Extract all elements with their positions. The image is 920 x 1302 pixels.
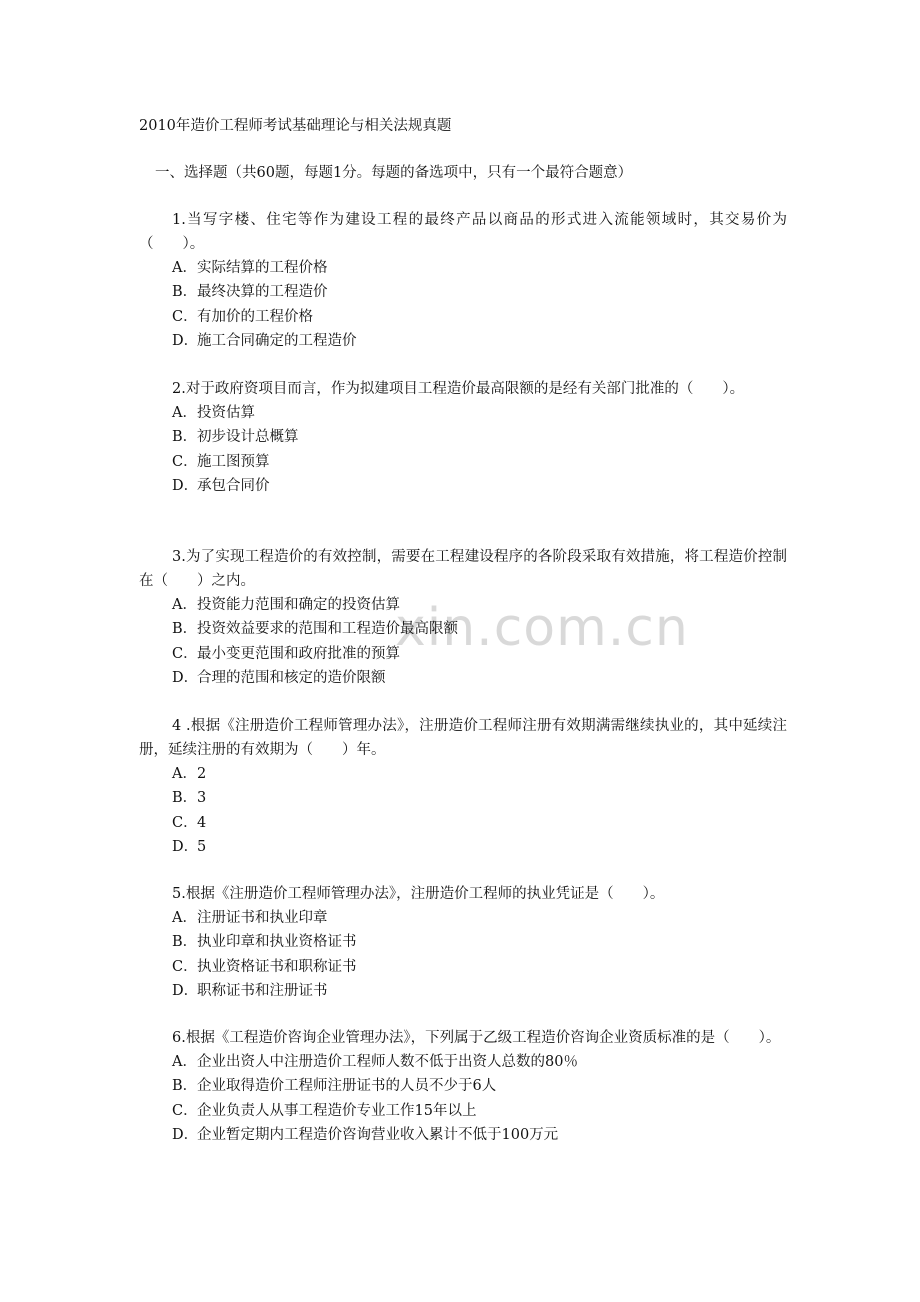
option-letter: B． bbox=[172, 284, 198, 301]
option-letter: B． bbox=[172, 621, 198, 638]
option-letter: B． bbox=[172, 790, 198, 807]
question-stem: 5.根据《注册造价工程师管理办法》，注册造价工程师的执业凭证是（ ）。 bbox=[172, 886, 665, 902]
option-text: 有加价的工程价格 bbox=[197, 308, 313, 325]
option-b bbox=[139, 280, 787, 304]
option-d bbox=[139, 666, 787, 690]
question-2 bbox=[139, 377, 787, 498]
option-text: 投资效益要求的范围和工程造价最高限额 bbox=[197, 621, 458, 638]
option-a bbox=[139, 762, 787, 786]
option-letter: B． bbox=[172, 1078, 198, 1095]
option-c bbox=[139, 305, 787, 329]
question-6 bbox=[139, 1026, 787, 1147]
option-letter: C． bbox=[172, 645, 198, 662]
document-title: 2010年造价工程师考试基础理论与相关法规真题 bbox=[139, 118, 452, 134]
option-c bbox=[139, 811, 787, 835]
option-text: 注册证书和执业印章 bbox=[197, 910, 328, 926]
question-stem: 4 .根据《注册造价工程师管理办法》，注册造价工程师注册有效期满需继续执业的，其中延续注册，延续注册的有效期为（ ）年。 bbox=[139, 718, 787, 758]
option-text: 5 bbox=[197, 838, 207, 855]
option-text: 最终决算的工程造价 bbox=[197, 284, 328, 301]
question-3 bbox=[139, 545, 787, 690]
option-text: 执业资格证书和职称证书 bbox=[197, 958, 357, 975]
option-text: 企业负责人从事工程造价专业工作15年以上 bbox=[197, 1102, 477, 1119]
option-c bbox=[139, 642, 787, 666]
option-letter: A． bbox=[172, 597, 197, 613]
option-text: 执业印章和执业资格证书 bbox=[197, 934, 357, 951]
option-c bbox=[139, 955, 787, 979]
option-text: 2 bbox=[197, 766, 207, 782]
question-1 bbox=[139, 208, 787, 353]
option-a bbox=[139, 1050, 787, 1074]
option-letter: D． bbox=[172, 477, 199, 494]
option-list bbox=[139, 906, 787, 1003]
option-b bbox=[139, 1074, 787, 1098]
option-text: 企业取得造价工程师注册证书的人员不少于6人 bbox=[197, 1078, 497, 1095]
watermark: xin.com.cn bbox=[395, 598, 689, 658]
option-letter: D． bbox=[172, 982, 199, 999]
option-letter: D． bbox=[172, 838, 199, 855]
question-4 bbox=[139, 714, 787, 859]
option-text: 合理的范围和核定的造价限额 bbox=[197, 669, 386, 686]
option-d bbox=[139, 835, 787, 859]
option-text: 3 bbox=[197, 790, 207, 807]
option-letter: B． bbox=[172, 429, 198, 446]
question-stem: 2.对于政府资项目而言，作为拟建项目工程造价最高限额的是经有关部门批准的（ ）。 bbox=[172, 381, 745, 397]
option-list bbox=[139, 762, 787, 859]
option-a bbox=[139, 906, 787, 930]
section-heading: 一、选择题（共60题，每题1分。每题的备选项中，只有一个最符合题意） bbox=[155, 165, 633, 181]
option-a bbox=[139, 593, 787, 617]
option-letter: A． bbox=[172, 260, 197, 276]
option-list bbox=[139, 256, 787, 353]
option-c bbox=[139, 450, 787, 474]
question-5 bbox=[139, 882, 787, 1003]
question-stem: 1.当写字楼、住宅等作为建设工程的最终产品以商品的形式进入流能领域时，其交易价为（ ）。 bbox=[139, 212, 787, 252]
question-stem: 6.根据《工程造价咨询企业管理办法》，下列属于乙级工程造价咨询企业资质标准的是（ ）。 bbox=[172, 1030, 781, 1046]
option-letter: C． bbox=[172, 1102, 198, 1119]
option-text: 最小变更范围和政府批准的预算 bbox=[197, 645, 400, 662]
option-letter: D． bbox=[172, 669, 199, 686]
option-letter: A． bbox=[172, 1054, 197, 1070]
option-letter: B． bbox=[172, 934, 198, 951]
option-text: 投资能力范围和确定的投资估算 bbox=[197, 597, 400, 613]
option-text: 初步设计总概算 bbox=[197, 429, 299, 446]
option-list bbox=[139, 1050, 787, 1147]
option-list bbox=[139, 401, 787, 498]
option-letter: C． bbox=[172, 453, 198, 470]
option-b bbox=[139, 617, 787, 641]
option-d bbox=[139, 1123, 787, 1147]
option-b bbox=[139, 930, 787, 954]
option-letter: A． bbox=[172, 910, 197, 926]
option-d bbox=[139, 329, 787, 353]
option-d bbox=[139, 474, 787, 498]
option-text: 承包合同价 bbox=[197, 477, 270, 494]
option-text: 投资估算 bbox=[197, 405, 255, 421]
option-c bbox=[139, 1099, 787, 1123]
option-letter: D． bbox=[172, 1126, 199, 1143]
option-a bbox=[139, 256, 787, 280]
option-text: 施工合同确定的工程造价 bbox=[197, 332, 357, 349]
option-list bbox=[139, 593, 787, 690]
option-d bbox=[139, 979, 787, 1003]
option-letter: A． bbox=[172, 405, 197, 421]
option-text: 4 bbox=[197, 814, 207, 831]
option-text: 施工图预算 bbox=[197, 453, 270, 470]
option-letter: C． bbox=[172, 814, 198, 831]
option-letter: C． bbox=[172, 308, 198, 325]
option-text: 企业暂定期内工程造价咨询营业收入累计不低于100万元 bbox=[197, 1126, 559, 1143]
question-stem: 3.为了实现工程造价的有效控制，需要在工程建设程序的各阶段采取有效措施，将工程造价控制在（ ）之内。 bbox=[139, 549, 787, 589]
option-a bbox=[139, 401, 787, 425]
option-b bbox=[139, 425, 787, 449]
option-text: 企业出资人中注册造价工程师人数不低于出资人总数的80％ bbox=[197, 1054, 578, 1070]
option-text: 职称证书和注册证书 bbox=[197, 982, 328, 999]
option-text: 实际结算的工程价格 bbox=[197, 260, 328, 276]
option-letter: C． bbox=[172, 958, 198, 975]
option-letter: A． bbox=[172, 766, 197, 782]
option-letter: D． bbox=[172, 332, 199, 349]
option-b bbox=[139, 786, 787, 810]
